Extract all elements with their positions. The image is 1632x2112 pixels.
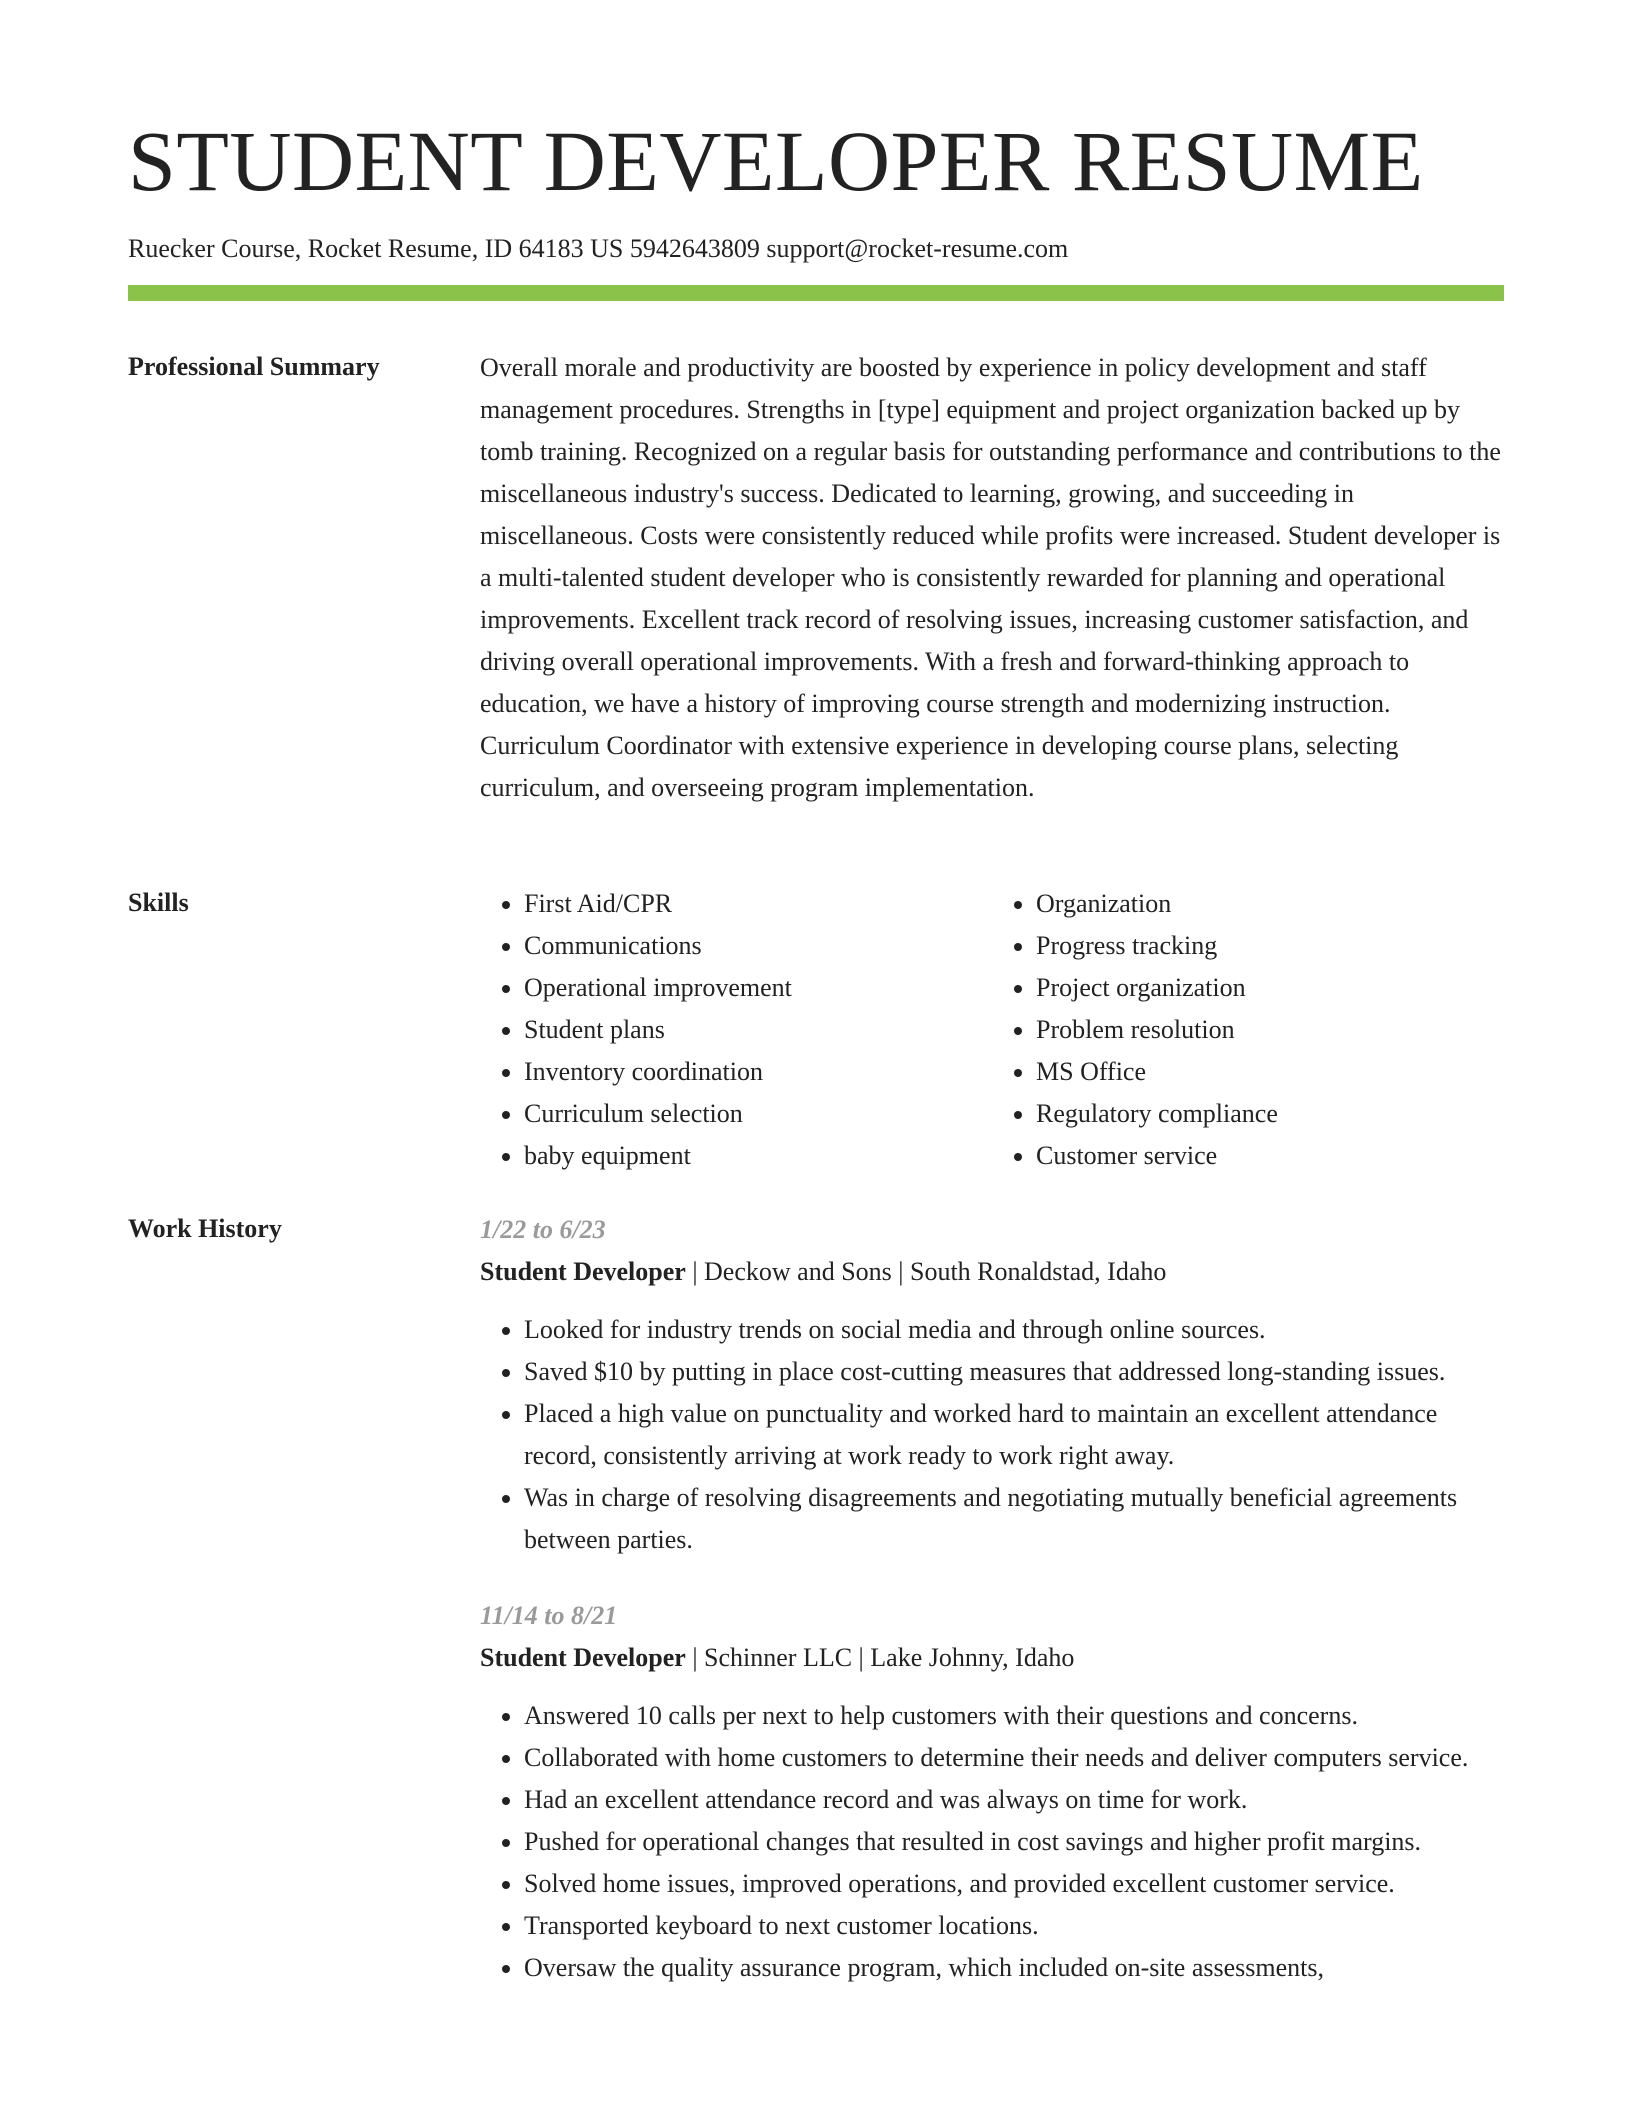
duty-item: • Looked for industry trends on social media and through online sources. [524, 1309, 1504, 1351]
skills-list-right [992, 883, 1504, 1177]
job-heading [480, 1637, 1504, 1679]
skill-item: • Communications [524, 925, 992, 967]
skills-section [480, 883, 1504, 1177]
skill-item: • MS Office [1036, 1051, 1504, 1093]
summary-heading: Professional Summary [128, 352, 380, 381]
duty-item: • Oversaw the quality assurance program, which included on-site assessments, [524, 1947, 1504, 1989]
skill-item: • Inventory coordination [524, 1051, 992, 1093]
summary-section [480, 347, 1504, 809]
skill-item: • baby equipment [524, 1135, 992, 1177]
skill-item: • Problem resolution [1036, 1009, 1504, 1051]
work-history-section [480, 1209, 1504, 2023]
job-heading [480, 1251, 1504, 1293]
job-duties [480, 1309, 1504, 1561]
job-employer-location: | Schinner LLC | Lake Johnny, Idaho [685, 1643, 1075, 1672]
skill-item: • Customer service [1036, 1135, 1504, 1177]
duty-item: • Pushed for operational changes that resulted in cost savings and higher profit margins. [524, 1821, 1504, 1863]
skill-item: • Organization [1036, 883, 1504, 925]
work-history-heading: Work History [128, 1214, 282, 1243]
contact-line: Ruecker Course, Rocket Resume, ID 64183 US 5942643809 support@rocket-resume.com [128, 234, 1069, 263]
skill-item: • Curriculum selection [524, 1093, 992, 1135]
skills-heading: Skills [128, 888, 189, 917]
job-entry [480, 1209, 1504, 1561]
job-title: Student Developer [480, 1643, 686, 1672]
skill-item: • Operational improvement [524, 967, 992, 1009]
skill-item: • Regulatory compliance [1036, 1093, 1504, 1135]
duty-item: • Saved $10 by putting in place cost-cutting measures that addressed long-standing issues. [524, 1351, 1504, 1393]
summary-text: Overall morale and productivity are boosted by experience in policy development and staff management procedures. Strengths in [type] equipment and project organization backed up by tomb training. Recognized on a regular basis for outstanding performance and contributions to the miscellaneous industry's success. Dedicated to learning, growing, and succeeding in miscellaneous. Costs were consistently reduced while profits were increased. Student developer is a multi-talented student developer who is consistently rewarded for planning and operational improvements. Excellent track record of resolving issues, increasing customer satisfaction, and driving overall operational improvements. With a fresh and forward-thinking approach to education, we have a history of improving course strength and modernizing instruction. Curriculum Coordinator with extensive experience in developing course plans, selecting curriculum, and overseeing program implementation. [480, 353, 1501, 802]
resume-title: STUDENT DEVELOPER RESUME [128, 113, 1424, 209]
skill-item: • Project organization [1036, 967, 1504, 1009]
job-dates: 11/14 to 8/21 [480, 1601, 618, 1630]
duty-item: • Collaborated with home customers to determine their needs and deliver computers service. [524, 1737, 1504, 1779]
job-title: Student Developer [480, 1257, 686, 1286]
duty-item: • Answered 10 calls per next to help customers with their questions and concerns. [524, 1695, 1504, 1737]
duty-item: • Placed a high value on punctuality and worked hard to maintain an excellent attendance record, consistently arriving at work ready to work right away. [524, 1393, 1504, 1477]
duty-item: • Was in charge of resolving disagreements and negotiating mutually beneficial agreements between parties. [524, 1477, 1504, 1561]
skills-list-left [480, 883, 992, 1177]
job-employer-location: | Deckow and Sons | South Ronaldstad, Idaho [685, 1257, 1167, 1286]
duty-item: • Had an excellent attendance record and was always on time for work. [524, 1779, 1504, 1821]
header-divider [128, 285, 1504, 301]
job-entry [480, 1595, 1504, 1989]
duty-item: • Solved home issues, improved operations, and provided excellent customer service. [524, 1863, 1504, 1905]
skill-item: • First Aid/CPR [524, 883, 992, 925]
duty-item: • Transported keyboard to next customer locations. [524, 1905, 1504, 1947]
skill-item: • Student plans [524, 1009, 992, 1051]
skill-item: • Progress tracking [1036, 925, 1504, 967]
job-duties [480, 1695, 1504, 1989]
job-dates: 1/22 to 6/23 [480, 1215, 606, 1244]
